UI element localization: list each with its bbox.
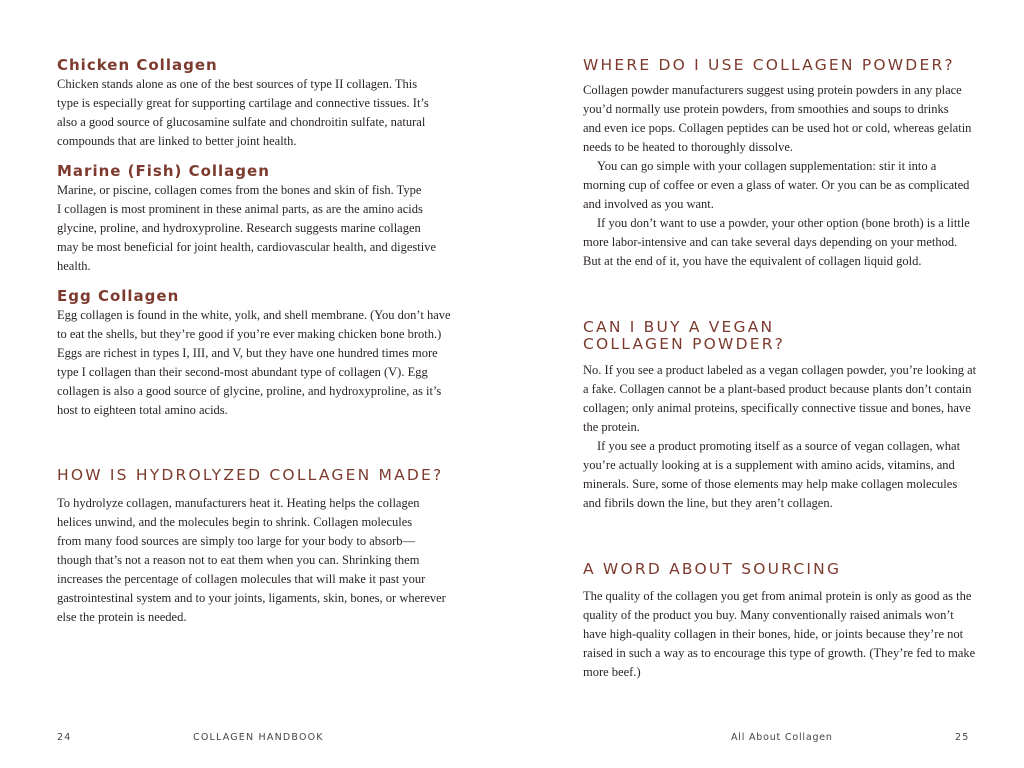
text-line: Egg collagen is found in the white, yolk, and shell membrane. (You don’t have	[57, 308, 451, 322]
text-line: collagen is also a good source of glycine, proline, and hydroxyproline, as it’s	[57, 384, 442, 398]
section-marine-collagen	[57, 161, 439, 276]
section-heading: A WORD ABOUT SOURCING	[583, 560, 842, 578]
text-line: If you don’t want to use a powder, your other option (bone broth) is a little	[597, 216, 970, 230]
text-line: type I collagen than their second-most abundant type of collagen (V). Egg	[57, 365, 428, 379]
text-line: No. If you see a product labeled as a vegan collagen powder, you’re looking at	[583, 363, 977, 377]
text-line: compounds that are linked to better joint health.	[57, 134, 297, 148]
text-line: the protein.	[583, 420, 640, 434]
section-heading: WHERE DO I USE COLLAGEN POWDER?	[583, 56, 955, 74]
text-line: you’re actually looking at is a supplement with amino acids, vitamins, and	[583, 458, 955, 472]
text-line: and involved as you want.	[583, 197, 714, 211]
paragraph	[583, 214, 970, 271]
text-line: minerals. Sure, some of those elements may help make collagen molecules	[583, 477, 958, 491]
text-line: But at the end of it, you have the equivalent of collagen liquid gold.	[583, 254, 922, 268]
section-heading: HOW IS HYDROLYZED COLLAGEN MADE?	[57, 466, 444, 484]
page-number: 25	[955, 732, 970, 743]
text-line: You can go simple with your collagen supplementation: stir it into a	[597, 159, 937, 173]
text-line: may be most beneficial for joint health, cardiovascular health, and digestive	[57, 240, 437, 254]
text-line: Marine, or piscine, collagen comes from the bones and skin of fish. Type	[57, 183, 422, 197]
text-line: type is especially great for supporting cartilage and connective tissues. It’s	[57, 96, 429, 110]
section-where-use-collagen	[583, 56, 972, 271]
section-heading: Marine (Fish) Collagen	[57, 162, 270, 180]
text-line: gastrointestinal system and to your joints, ligaments, skin, bones, or wherever	[57, 591, 446, 605]
text-line: quality of the product you buy. Many conventionally raised animals won’t	[583, 608, 954, 622]
text-line: and even ice pops. Collagen peptides can be used hot or cold, whereas gelatin	[583, 121, 972, 135]
heading-line: COLLAGEN POWDER?	[583, 335, 786, 353]
text-line: and fibrils down the line, but they aren’t collagen.	[583, 496, 833, 510]
section-body	[583, 587, 976, 682]
text-line: also a good source of glucosamine sulfate and chondroitin sulfate, natural	[57, 115, 426, 129]
section-body	[583, 361, 977, 513]
section-body	[57, 494, 446, 627]
paragraph	[583, 437, 967, 513]
text-line: though that’s not a reason not to eat them when you can. Shrinking them	[57, 553, 420, 567]
text-line: Collagen powder manufacturers suggest using protein powders in any place	[583, 83, 962, 97]
paragraph	[583, 361, 977, 437]
section-body	[57, 75, 439, 151]
running-title: COLLAGEN HANDBOOK	[193, 732, 324, 743]
text-line: host to eighteen total amino acids.	[57, 403, 228, 417]
section-vegan-collagen	[583, 318, 977, 513]
text-line: else the protein is needed.	[57, 610, 187, 624]
text-line: more labor-intensive and can take several days depending on your method.	[583, 235, 958, 249]
section-hydrolyzed-collagen	[57, 466, 446, 627]
text-line: increases the percentage of collagen molecules that will make it past your	[57, 572, 426, 586]
text-line: a fake. Collagen cannot be a plant-based product because plants don’t contain	[583, 382, 972, 396]
text-line: collagen; only animal proteins, specifically connective tissue and bones, have	[583, 401, 971, 415]
text-line: more beef.)	[583, 665, 641, 679]
text-line: If you see a product promoting itself as a source of vegan collagen, what	[597, 439, 961, 453]
text-line: helices unwind, and the molecules begin to shrink. Collagen molecules	[57, 515, 413, 529]
text-line: have high-quality collagen in their bones, hide, or joints because they’re not	[583, 627, 964, 641]
paragraph	[57, 306, 451, 420]
text-line: glycine, proline, and hydroxyproline. Research suggests marine collagen	[57, 221, 421, 235]
page-number: 24	[57, 732, 72, 743]
running-title: All About Collagen	[731, 732, 833, 743]
paragraph	[583, 587, 976, 682]
text-line: needs to be heated to thoroughly dissolve.	[583, 140, 794, 154]
text-line: you’d normally use protein powders, from smoothies and soups to drinks	[583, 102, 949, 116]
section-heading: Egg Collagen	[57, 287, 180, 305]
section-body	[583, 81, 972, 271]
paragraph	[583, 81, 972, 157]
text-line: morning cup of coffee or even a glass of water. Or you can be as complicated	[583, 178, 970, 192]
text-line: to eat the shells, but they’re good if you’re ever making chicken bone broth.)	[57, 327, 442, 341]
section-sourcing	[583, 560, 976, 682]
paragraph	[57, 494, 446, 627]
text-line: health.	[57, 259, 91, 273]
section-body	[57, 181, 439, 276]
text-line: Chicken stands alone as one of the best sources of type II collagen. This	[57, 77, 418, 91]
section-heading: Chicken Collagen	[57, 56, 218, 74]
paragraph	[583, 157, 970, 214]
section-body	[57, 306, 451, 420]
text-line: from many food sources are simply too large for your body to absorb—	[57, 534, 416, 548]
text-line: The quality of the collagen you get from animal protein is only as good as the	[583, 589, 972, 603]
text-line: raised in such a way as to encourage this type of growth. (They’re fed to make	[583, 646, 976, 660]
paragraph	[57, 75, 439, 151]
section-chicken-collagen	[57, 55, 439, 151]
section-egg-collagen	[57, 286, 451, 420]
right-page	[512, 0, 1024, 768]
paragraph	[57, 181, 439, 276]
text-line: To hydrolyze collagen, manufacturers heat it. Heating helps the collagen	[57, 496, 420, 510]
section-heading	[583, 319, 967, 353]
text-line: Eggs are richest in types I, III, and V, but they have one hundred times more	[57, 346, 438, 360]
heading-line: CAN I BUY A VEGAN	[583, 318, 775, 336]
text-line: I collagen is most prominent in these animal parts, as are the amino acids	[57, 202, 423, 216]
